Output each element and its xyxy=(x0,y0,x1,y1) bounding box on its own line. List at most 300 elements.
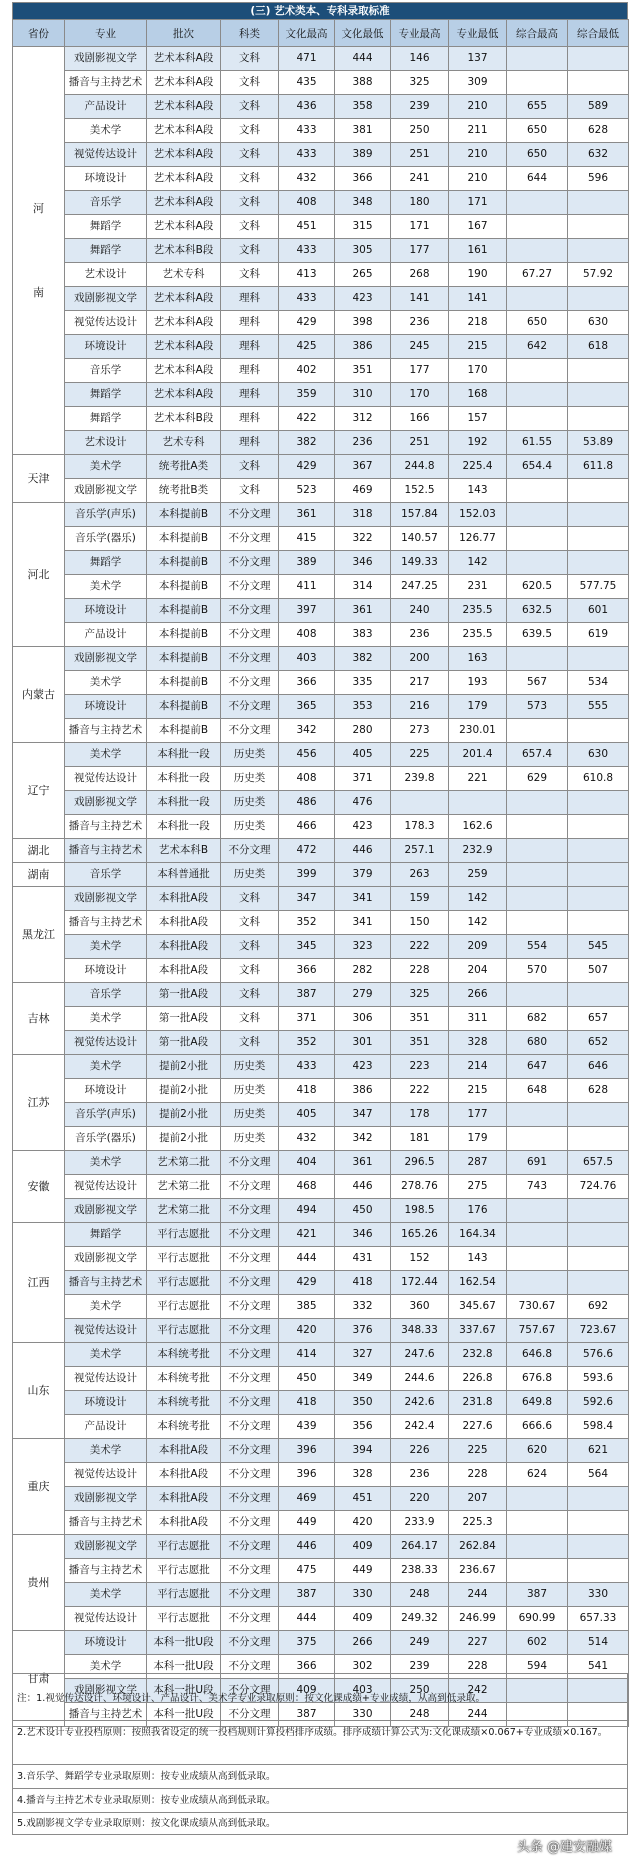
header-major: 专业 xyxy=(65,20,147,47)
culture-max-cell: 439 xyxy=(279,1415,335,1439)
culture-max-cell: 366 xyxy=(279,671,335,695)
culture-max-cell: 421 xyxy=(279,1223,335,1247)
culture-max-cell: 471 xyxy=(279,47,335,71)
culture-max-cell: 396 xyxy=(279,1463,335,1487)
batch-cell: 本科提前B xyxy=(147,647,221,671)
major-max-cell: 244.8 xyxy=(391,455,449,479)
major-min-cell: 177 xyxy=(449,1103,507,1127)
batch-cell: 艺术本科A段 xyxy=(147,191,221,215)
major-min-cell: 168 xyxy=(449,383,507,407)
major-max-cell: 239 xyxy=(391,1655,449,1679)
table-row xyxy=(13,143,629,167)
batch-cell: 平行志愿批 xyxy=(147,1223,221,1247)
culture-max-cell: 382 xyxy=(279,431,335,455)
table-row xyxy=(13,935,629,959)
admission-score-table xyxy=(12,19,629,1727)
major-max-cell: 273 xyxy=(391,719,449,743)
composite-min-cell xyxy=(568,1487,629,1511)
composite-min-cell: 596 xyxy=(568,167,629,191)
culture-max-cell: 425 xyxy=(279,335,335,359)
culture-min-cell: 353 xyxy=(335,695,391,719)
category-cell: 文科 xyxy=(221,455,279,479)
note-3: 3.音乐学、舞蹈学专业录取原则：按专业成绩从高到低录取。 xyxy=(12,1765,628,1789)
category-cell: 理科 xyxy=(221,407,279,431)
batch-cell: 提前2小批 xyxy=(147,1055,221,1079)
composite-max-cell xyxy=(507,1535,568,1559)
table-row xyxy=(13,1079,629,1103)
culture-min-cell: 335 xyxy=(335,671,391,695)
composite-max-cell xyxy=(507,359,568,383)
category-cell: 理科 xyxy=(221,311,279,335)
category-cell: 不分文理 xyxy=(221,1151,279,1175)
category-cell: 文科 xyxy=(221,71,279,95)
culture-min-cell: 306 xyxy=(335,1007,391,1031)
batch-cell: 艺术专科 xyxy=(147,263,221,287)
major-cell: 美术学 xyxy=(65,1151,147,1175)
table-row xyxy=(13,1511,629,1535)
batch-cell: 第一批A段 xyxy=(147,1007,221,1031)
culture-max-cell: 414 xyxy=(279,1343,335,1367)
composite-max-cell: 646.8 xyxy=(507,1343,568,1367)
table-row xyxy=(13,431,629,455)
major-min-cell: 210 xyxy=(449,143,507,167)
category-cell: 不分文理 xyxy=(221,1655,279,1679)
composite-max-cell: 624 xyxy=(507,1463,568,1487)
batch-cell: 提前2小批 xyxy=(147,1127,221,1151)
major-min-cell: 209 xyxy=(449,935,507,959)
culture-min-cell: 350 xyxy=(335,1391,391,1415)
culture-max-cell: 456 xyxy=(279,743,335,767)
major-cell: 戏剧影视文学 xyxy=(65,479,147,503)
culture-max-cell: 429 xyxy=(279,311,335,335)
batch-cell: 本科批A段 xyxy=(147,887,221,911)
batch-cell: 艺术本科A段 xyxy=(147,143,221,167)
batch-cell: 艺术本科B xyxy=(147,839,221,863)
major-min-cell: 221 xyxy=(449,767,507,791)
composite-min-cell xyxy=(568,1535,629,1559)
batch-cell: 艺术本科B段 xyxy=(147,407,221,431)
composite-min-cell: 657.5 xyxy=(568,1151,629,1175)
category-cell: 不分文理 xyxy=(221,527,279,551)
culture-min-cell: 382 xyxy=(335,647,391,671)
culture-max-cell: 403 xyxy=(279,647,335,671)
major-min-cell: 337.67 xyxy=(449,1319,507,1343)
composite-max-cell xyxy=(507,863,568,887)
major-cell: 美术学 xyxy=(65,1295,147,1319)
major-min-cell: 190 xyxy=(449,263,507,287)
major-min-cell: 161 xyxy=(449,239,507,263)
note-1: 注：1.视觉传达设计、环境设计、产品设计、美术学专业录取原则：按文化课成绩+专业成绩，从高到低录取。 xyxy=(12,1673,628,1721)
batch-cell: 统考批A类 xyxy=(147,455,221,479)
major-min-cell: 225.3 xyxy=(449,1511,507,1535)
table-row xyxy=(13,359,629,383)
major-max-cell: 296.5 xyxy=(391,1151,449,1175)
major-cell: 视觉传达设计 xyxy=(65,1367,147,1391)
culture-max-cell: 361 xyxy=(279,503,335,527)
culture-max-cell: 450 xyxy=(279,1367,335,1391)
major-min-cell: 232.9 xyxy=(449,839,507,863)
major-cell: 音乐学 xyxy=(65,359,147,383)
culture-max-cell: 429 xyxy=(279,455,335,479)
table-row xyxy=(13,551,629,575)
major-min-cell: 143 xyxy=(449,479,507,503)
table-row xyxy=(13,1247,629,1271)
table-row xyxy=(13,983,629,1007)
batch-cell: 本科统考批 xyxy=(147,1415,221,1439)
batch-cell: 第一批A段 xyxy=(147,983,221,1007)
composite-min-cell: 652 xyxy=(568,1031,629,1055)
culture-min-cell: 302 xyxy=(335,1655,391,1679)
category-cell: 不分文理 xyxy=(221,1583,279,1607)
culture-max-cell: 347 xyxy=(279,887,335,911)
category-cell: 不分文理 xyxy=(221,647,279,671)
major-cell: 音乐学(声乐) xyxy=(65,503,147,527)
culture-min-cell: 361 xyxy=(335,599,391,623)
category-cell: 不分文理 xyxy=(221,1223,279,1247)
major-cell: 产品设计 xyxy=(65,1415,147,1439)
table-row xyxy=(13,167,629,191)
major-max-cell: 244.6 xyxy=(391,1367,449,1391)
composite-min-cell: 589 xyxy=(568,95,629,119)
culture-min-cell: 409 xyxy=(335,1607,391,1631)
major-cell: 美术学 xyxy=(65,1007,147,1031)
culture-min-cell: 394 xyxy=(335,1439,391,1463)
culture-min-cell: 446 xyxy=(335,1175,391,1199)
province-cell: 山东 xyxy=(13,1343,65,1439)
table-row xyxy=(13,527,629,551)
major-cell: 视觉传达设计 xyxy=(65,1463,147,1487)
major-cell: 播音与主持艺术 xyxy=(65,1271,147,1295)
table-row xyxy=(13,863,629,887)
culture-min-cell: 279 xyxy=(335,983,391,1007)
composite-max-cell: 387 xyxy=(507,1583,568,1607)
culture-min-cell: 420 xyxy=(335,1511,391,1535)
major-min-cell: 215 xyxy=(449,335,507,359)
culture-min-cell: 444 xyxy=(335,47,391,71)
major-cell: 环境设计 xyxy=(65,1391,147,1415)
batch-cell: 艺术第二批 xyxy=(147,1199,221,1223)
batch-cell: 艺术本科A段 xyxy=(147,119,221,143)
major-min-cell: 266 xyxy=(449,983,507,1007)
composite-min-cell: 630 xyxy=(568,743,629,767)
culture-min-cell: 351 xyxy=(335,359,391,383)
composite-min-cell: 507 xyxy=(568,959,629,983)
major-min-cell: 225 xyxy=(449,1439,507,1463)
composite-min-cell xyxy=(568,215,629,239)
culture-max-cell: 469 xyxy=(279,1487,335,1511)
major-max-cell: 150 xyxy=(391,911,449,935)
composite-min-cell: 601 xyxy=(568,599,629,623)
culture-min-cell: 446 xyxy=(335,839,391,863)
major-max-cell: 181 xyxy=(391,1127,449,1151)
composite-min-cell xyxy=(568,911,629,935)
culture-min-cell: 367 xyxy=(335,455,391,479)
composite-max-cell: 629 xyxy=(507,767,568,791)
major-min-cell: 137 xyxy=(449,47,507,71)
culture-max-cell: 409 xyxy=(279,1679,335,1703)
major-max-cell: 236 xyxy=(391,311,449,335)
culture-min-cell: 341 xyxy=(335,911,391,935)
major-min-cell: 142 xyxy=(449,551,507,575)
category-cell: 历史类 xyxy=(221,791,279,815)
major-min-cell: 309 xyxy=(449,71,507,95)
batch-cell: 平行志愿批 xyxy=(147,1559,221,1583)
category-cell: 不分文理 xyxy=(221,1439,279,1463)
category-cell: 不分文理 xyxy=(221,839,279,863)
composite-min-cell: 610.8 xyxy=(568,767,629,791)
major-cell: 戏剧影视文学 xyxy=(65,1535,147,1559)
major-cell: 美术学 xyxy=(65,1055,147,1079)
batch-cell: 艺术本科A段 xyxy=(147,287,221,311)
category-cell: 不分文理 xyxy=(221,1463,279,1487)
category-cell: 不分文理 xyxy=(221,1679,279,1703)
culture-max-cell: 375 xyxy=(279,1631,335,1655)
batch-cell: 本科提前B xyxy=(147,719,221,743)
culture-min-cell: 342 xyxy=(335,1127,391,1151)
table-row xyxy=(13,887,629,911)
culture-max-cell: 385 xyxy=(279,1295,335,1319)
table-row xyxy=(13,911,629,935)
table-row xyxy=(13,1127,629,1151)
composite-min-cell xyxy=(568,1199,629,1223)
table-row xyxy=(13,1271,629,1295)
table-row xyxy=(13,1151,629,1175)
major-min-cell: 262.84 xyxy=(449,1535,507,1559)
batch-cell: 本科一批U段 xyxy=(147,1679,221,1703)
major-min-cell: 242 xyxy=(449,1679,507,1703)
major-min-cell: 167 xyxy=(449,215,507,239)
category-cell: 不分文理 xyxy=(221,719,279,743)
major-max-cell: 159 xyxy=(391,887,449,911)
major-cell: 环境设计 xyxy=(65,959,147,983)
batch-cell: 平行志愿批 xyxy=(147,1583,221,1607)
composite-min-cell xyxy=(568,239,629,263)
table-row xyxy=(13,1439,629,1463)
composite-max-cell: 648 xyxy=(507,1079,568,1103)
composite-max-cell: 567 xyxy=(507,671,568,695)
category-cell: 不分文理 xyxy=(221,1343,279,1367)
culture-min-cell: 328 xyxy=(335,1463,391,1487)
table-row xyxy=(13,815,629,839)
major-cell: 环境设计 xyxy=(65,335,147,359)
major-cell: 艺术设计 xyxy=(65,431,147,455)
major-max-cell: 351 xyxy=(391,1007,449,1031)
table-row xyxy=(13,1631,629,1655)
composite-min-cell: 657 xyxy=(568,1007,629,1031)
composite-max-cell xyxy=(507,191,568,215)
header-category: 科类 xyxy=(221,20,279,47)
table-row xyxy=(13,263,629,287)
major-min-cell: 204 xyxy=(449,959,507,983)
table-row xyxy=(13,95,629,119)
category-cell: 理科 xyxy=(221,335,279,359)
category-cell: 文科 xyxy=(221,119,279,143)
batch-cell: 艺术第二批 xyxy=(147,1151,221,1175)
composite-max-cell xyxy=(507,1199,568,1223)
culture-min-cell: 330 xyxy=(335,1583,391,1607)
batch-cell: 本科提前B xyxy=(147,503,221,527)
composite-min-cell xyxy=(568,839,629,863)
major-min-cell: 214 xyxy=(449,1055,507,1079)
major-min-cell: 176 xyxy=(449,1199,507,1223)
culture-min-cell: 312 xyxy=(335,407,391,431)
composite-min-cell: 514 xyxy=(568,1631,629,1655)
major-min-cell: 231.8 xyxy=(449,1391,507,1415)
culture-max-cell: 422 xyxy=(279,407,335,431)
culture-max-cell: 404 xyxy=(279,1151,335,1175)
major-max-cell: 171 xyxy=(391,215,449,239)
table-row xyxy=(13,1031,629,1055)
major-min-cell: 142 xyxy=(449,887,507,911)
province-cell: 湖南 xyxy=(13,863,65,887)
major-min-cell: 164.34 xyxy=(449,1223,507,1247)
table-title: (三) 艺术类本、专科录取标准 xyxy=(250,5,390,17)
composite-min-cell xyxy=(568,503,629,527)
culture-min-cell: 349 xyxy=(335,1367,391,1391)
culture-max-cell: 466 xyxy=(279,815,335,839)
composite-min-cell: 632 xyxy=(568,143,629,167)
category-cell: 历史类 xyxy=(221,815,279,839)
composite-max-cell: 655 xyxy=(507,95,568,119)
composite-min-cell: 534 xyxy=(568,671,629,695)
major-cell: 美术学 xyxy=(65,671,147,695)
province-cell: 贵州 xyxy=(13,1535,65,1631)
culture-min-cell: 323 xyxy=(335,935,391,959)
major-min-cell xyxy=(449,791,507,815)
major-max-cell: 166 xyxy=(391,407,449,431)
category-cell: 不分文理 xyxy=(221,1703,279,1727)
category-cell: 不分文理 xyxy=(221,671,279,695)
major-min-cell: 126.77 xyxy=(449,527,507,551)
major-min-cell: 227 xyxy=(449,1631,507,1655)
category-cell: 理科 xyxy=(221,287,279,311)
batch-cell: 本科统考批 xyxy=(147,1391,221,1415)
batch-cell: 本科提前B xyxy=(147,551,221,575)
province-cell: 吉林 xyxy=(13,983,65,1055)
culture-min-cell: 347 xyxy=(335,1103,391,1127)
culture-min-cell: 266 xyxy=(335,1631,391,1655)
category-cell: 文科 xyxy=(221,1007,279,1031)
category-cell: 历史类 xyxy=(221,863,279,887)
composite-max-cell xyxy=(507,791,568,815)
culture-max-cell: 486 xyxy=(279,791,335,815)
major-min-cell: 193 xyxy=(449,671,507,695)
culture-max-cell: 449 xyxy=(279,1511,335,1535)
province-cell: 江苏 xyxy=(13,1055,65,1151)
table-row xyxy=(13,1343,629,1367)
composite-max-cell: 647 xyxy=(507,1055,568,1079)
major-max-cell: 251 xyxy=(391,143,449,167)
note-5: 5.戏剧影视文学专业录取原则：按文化课成绩从高到低录取。 xyxy=(12,1813,628,1835)
composite-max-cell xyxy=(507,719,568,743)
composite-max-cell: 61.55 xyxy=(507,431,568,455)
culture-min-cell: 314 xyxy=(335,575,391,599)
major-cell: 视觉传达设计 xyxy=(65,1031,147,1055)
composite-min-cell xyxy=(568,1247,629,1271)
culture-max-cell: 415 xyxy=(279,527,335,551)
major-cell: 美术学 xyxy=(65,743,147,767)
culture-min-cell: 330 xyxy=(335,1703,391,1727)
major-cell: 舞蹈学 xyxy=(65,551,147,575)
major-min-cell: 244 xyxy=(449,1583,507,1607)
composite-max-cell: 570 xyxy=(507,959,568,983)
major-min-cell: 235.5 xyxy=(449,623,507,647)
composite-max-cell xyxy=(507,551,568,575)
table-row xyxy=(13,959,629,983)
province-cell: 重庆 xyxy=(13,1439,65,1535)
culture-max-cell: 433 xyxy=(279,119,335,143)
culture-min-cell: 476 xyxy=(335,791,391,815)
major-cell: 播音与主持艺术 xyxy=(65,1703,147,1727)
composite-min-cell: 576.6 xyxy=(568,1343,629,1367)
watermark: 头条 @建安融媒 xyxy=(516,1840,612,1855)
culture-min-cell: 418 xyxy=(335,1271,391,1295)
culture-min-cell: 398 xyxy=(335,311,391,335)
culture-max-cell: 432 xyxy=(279,167,335,191)
major-cell: 舞蹈学 xyxy=(65,407,147,431)
culture-min-cell: 469 xyxy=(335,479,391,503)
category-cell: 不分文理 xyxy=(221,1271,279,1295)
major-max-cell xyxy=(391,791,449,815)
composite-min-cell: 564 xyxy=(568,1463,629,1487)
composite-max-cell xyxy=(507,911,568,935)
composite-max-cell: 691 xyxy=(507,1151,568,1175)
category-cell: 文科 xyxy=(221,959,279,983)
culture-max-cell: 446 xyxy=(279,1535,335,1559)
major-cell: 舞蹈学 xyxy=(65,1223,147,1247)
composite-max-cell xyxy=(507,1559,568,1583)
major-min-cell: 179 xyxy=(449,1127,507,1151)
category-cell: 不分文理 xyxy=(221,599,279,623)
composite-min-cell xyxy=(568,1223,629,1247)
major-cell: 美术学 xyxy=(65,1439,147,1463)
composite-max-cell xyxy=(507,407,568,431)
culture-min-cell: 332 xyxy=(335,1295,391,1319)
major-min-cell: 201.4 xyxy=(449,743,507,767)
category-cell: 文科 xyxy=(221,935,279,959)
table-row xyxy=(13,311,629,335)
composite-max-cell: 680 xyxy=(507,1031,568,1055)
category-cell: 不分文理 xyxy=(221,1559,279,1583)
composite-min-cell xyxy=(568,47,629,71)
culture-max-cell: 366 xyxy=(279,959,335,983)
major-min-cell: 143 xyxy=(449,1247,507,1271)
batch-cell: 本科批A段 xyxy=(147,911,221,935)
major-max-cell: 360 xyxy=(391,1295,449,1319)
major-min-cell: 226.8 xyxy=(449,1367,507,1391)
composite-max-cell xyxy=(507,647,568,671)
major-max-cell: 245 xyxy=(391,335,449,359)
major-cell: 音乐学(声乐) xyxy=(65,1103,147,1127)
category-cell: 历史类 xyxy=(221,767,279,791)
major-max-cell: 152.5 xyxy=(391,479,449,503)
culture-max-cell: 399 xyxy=(279,863,335,887)
major-cell: 艺术设计 xyxy=(65,263,147,287)
composite-min-cell: 657.33 xyxy=(568,1607,629,1631)
province-cell: 江西 xyxy=(13,1223,65,1343)
major-cell: 视觉传达设计 xyxy=(65,311,147,335)
composite-min-cell: 628 xyxy=(568,1079,629,1103)
batch-cell: 艺术本科A段 xyxy=(147,71,221,95)
culture-min-cell: 431 xyxy=(335,1247,391,1271)
table-row xyxy=(13,71,629,95)
composite-min-cell xyxy=(568,815,629,839)
culture-max-cell: 435 xyxy=(279,71,335,95)
culture-min-cell: 409 xyxy=(335,1535,391,1559)
category-cell: 不分文理 xyxy=(221,551,279,575)
major-cell: 环境设计 xyxy=(65,1079,147,1103)
table-row xyxy=(13,1223,629,1247)
